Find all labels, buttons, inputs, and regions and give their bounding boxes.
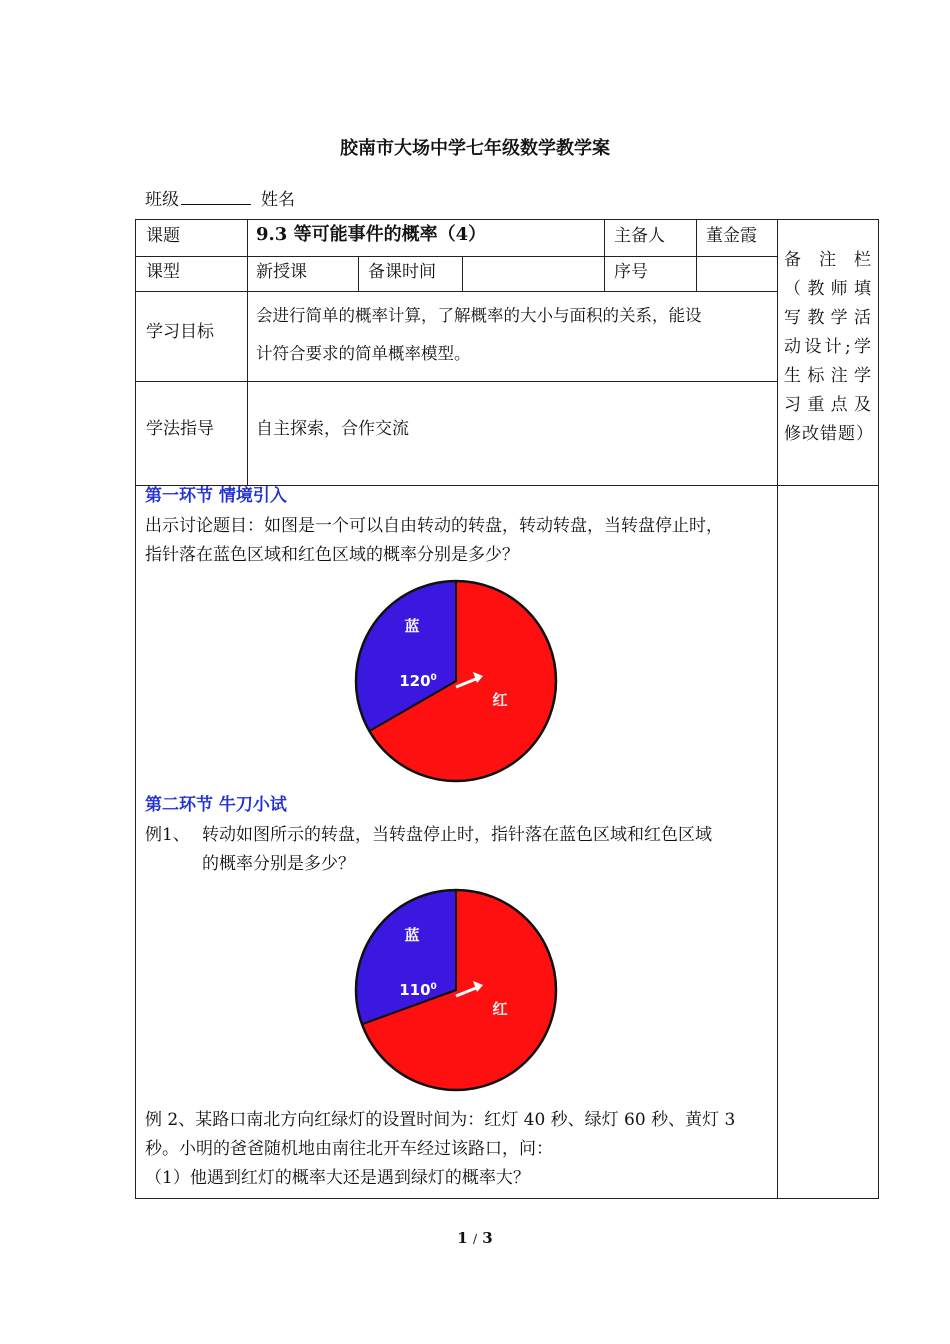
section2-heading: 第二环节 牛刀小试	[145, 795, 287, 815]
red-label: 红	[492, 1000, 508, 1018]
lesson-type-value: 新授课	[256, 262, 307, 282]
example1-line2: 的概率分别是多少？	[202, 854, 355, 874]
blue-label: 蓝	[404, 926, 420, 944]
preparer-value: 董金霞	[706, 226, 757, 246]
prep-time-label: 备课时间	[368, 262, 436, 282]
example2-line2: 秒。小明的爸爸随机地由南往北开车经过该路口，问：	[145, 1139, 553, 1159]
page-total: 3	[482, 1229, 493, 1247]
lesson-type-label: 课型	[146, 262, 180, 282]
method-label: 学法指导	[146, 419, 214, 439]
page-number	[0, 1229, 950, 1247]
spinner-chart-1	[350, 575, 562, 787]
angle-label: $120^0$	[399, 672, 437, 690]
angle-label: $110^0$	[399, 981, 437, 999]
page-current: 1	[457, 1229, 468, 1247]
example2-line3: （1）他遇到红灯的概率大还是遇到绿灯的概率大？	[145, 1168, 530, 1188]
topic-label: 课题	[146, 226, 180, 246]
goal-line-1: 会进行简单的概率计算，了解概率的大小与面积的关系，能设	[256, 306, 702, 325]
section1-heading: 第一环节 情境引入	[145, 486, 287, 506]
method-value: 自主探索，合作交流	[256, 419, 409, 439]
sidebar-notes: 备注栏（教师填写教学活动设计;学生标注学习重点及修改错题）	[784, 250, 874, 444]
blue-label: 蓝	[404, 617, 420, 635]
section1-line2: 指针落在蓝色区域和红色区域的概率分别是多少？	[145, 545, 519, 565]
red-label: 红	[492, 691, 508, 709]
seq-label: 序号	[614, 262, 648, 282]
name-label: 姓名	[261, 190, 295, 210]
example2-line1: 例 2、某路口南北方向红绿灯的设置时间为：红灯 40 秒、绿灯 60 秒、黄灯 3	[145, 1110, 736, 1130]
angle-degree-mark: 0	[430, 982, 437, 992]
page-sep: /	[472, 1232, 478, 1246]
topic-value: 9.3 等可能事件的概率（4）	[256, 224, 487, 245]
goal-line-2: 计符合要求的简单概率模型。	[256, 344, 471, 363]
class-blank	[181, 190, 251, 205]
example1-line1: 转动如图所示的转盘，当转盘停止时，指针落在蓝色区域和红色区域	[202, 825, 712, 845]
preparer-label: 主备人	[614, 226, 665, 246]
section1-line1: 出示讨论题目：如图是一个可以自由转动的转盘，转动转盘，当转盘停止时，	[145, 516, 723, 536]
class-label: 班级	[145, 190, 179, 210]
goal-label: 学习目标	[146, 322, 214, 342]
example1-label: 例1、	[145, 825, 190, 845]
spinner-chart-2	[350, 884, 562, 1096]
page-title: 胶南市大场中学七年级数学教学案	[340, 138, 610, 159]
class-name-line	[145, 185, 295, 210]
angle-degree-mark: 0	[430, 673, 437, 683]
